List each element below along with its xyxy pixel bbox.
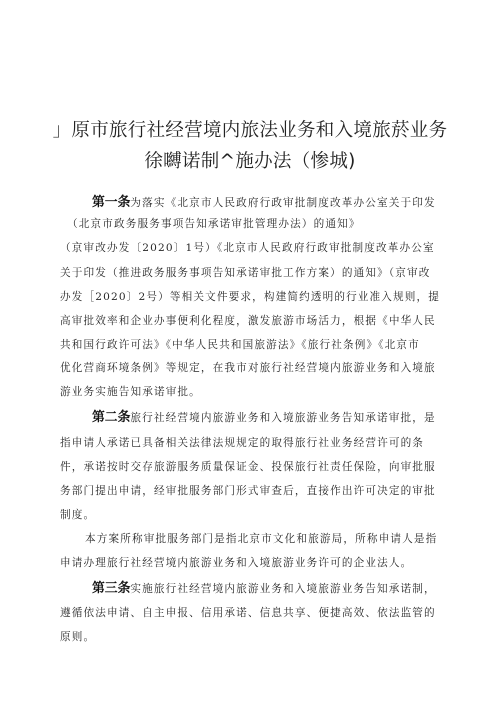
article-2-text-line-1: 旅行社经营境内旅游业务和入境旅游业务告知承诺审批，是	[130, 412, 436, 424]
article-2-text-line-3: 件，承诺按时交存旅游服务质量保证金、投保旅行社责任保险，向审批服	[60, 461, 436, 473]
article-2-text-line-4: 务部门提出申请，经审批服务部门形式审查后，直接作出许可决定的审批	[60, 485, 436, 497]
article-1-first-line	[92, 196, 436, 210]
article-1-label: 第一条	[92, 195, 131, 210]
document-title-line-2: 徐嚩诺制^施办法（惨城)	[144, 151, 356, 172]
article-2-para-2-line-1: 本方案所称审批服务部门是指北京市文化和旅游局，所称申请人是指	[85, 533, 438, 545]
article-1-text-line-4: 关于印发（推进政务服务事项告知承诺审批工作方案）的通知》（京审改	[60, 267, 431, 279]
article-1-text-line-1: 为落实《北京市人民政府行政审批制度改革办公室关于印发	[130, 197, 436, 209]
article-2-text-line-2: 指申请人承诺已具备相关法律法规规定的取得旅行社业务经营许可的条	[60, 437, 425, 449]
article-1-text-line-6: 高审批效率和企业办事便利化程度，激发旅游市场活力，根据《中华人民	[60, 315, 436, 327]
article-1-text-line-3: （京审改办发〔2020〕1号）《北京市人民政府行政审批制度改革办公室	[60, 242, 435, 254]
article-3-text-line-3: 原则。	[60, 631, 96, 643]
article-3-label: 第三条	[92, 581, 131, 596]
article-3-text-line-2: 遵循依法申请、自主申报、信用承诺、信息共享、便捷高效、依法监管的	[60, 607, 436, 619]
article-2-label: 第二条	[92, 410, 131, 425]
article-1-text-line-5: 办发［2020〕2号）等相关文件要求，构建简约透明的行业准入规则，提	[60, 291, 441, 303]
article-3-text-line-1: 实施旅行社经营境内旅游业务和入境旅游业务告知承诺制，	[130, 583, 436, 595]
article-2-text-line-5: 制度。	[60, 509, 96, 521]
article-1-text-line-8: 优化营商环境条例》等规定，在我市对旅行社经营境内旅游业务和入境旅	[60, 362, 436, 374]
article-2-first-line	[92, 411, 436, 425]
article-1-text-line-7: 共和国行政许可法》《中华人民共和国旅游法》《旅行社条例》《北京市	[60, 339, 420, 351]
article-3-first-line	[92, 582, 436, 596]
document-title-line-1: 」原市旅行社经营境内旅法业务和入境旅菸业务	[52, 120, 448, 141]
article-2-para-2-line-2: 申请办理旅行社经营境内旅游业务和入境旅游业务许可的企业法人。	[60, 557, 413, 569]
article-1-text-line-2: （北京市政务服务事项告知承诺审批管理办法）的通知》	[67, 218, 361, 230]
article-1-text-line-9: 游业务实施告知承诺审批。	[60, 386, 201, 398]
